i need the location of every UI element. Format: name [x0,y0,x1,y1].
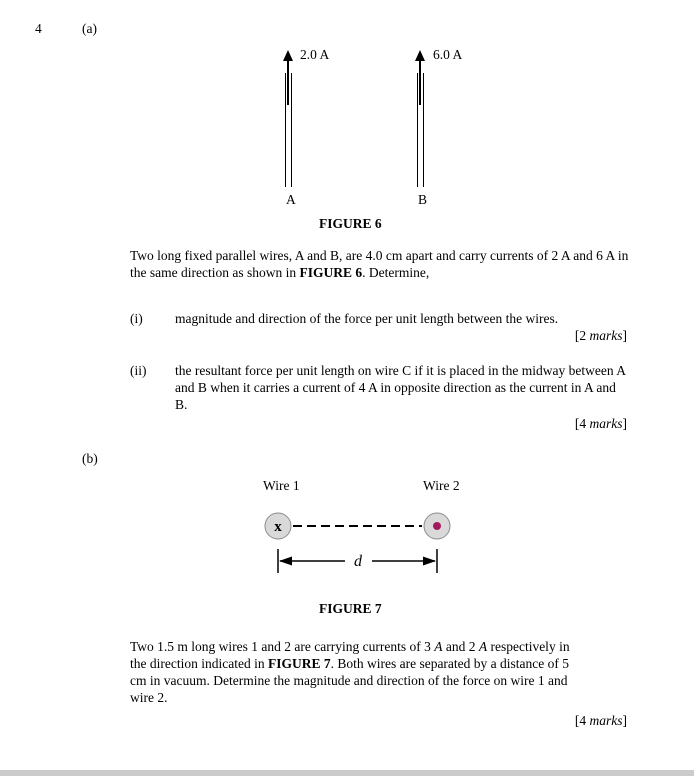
dimension-arrow-left-icon [279,557,292,566]
current-into-page-symbol: x [274,519,282,535]
dimension-arrow-right-icon [423,557,436,566]
page-bottom-edge [0,770,694,776]
wire1-label: Wire 1 [263,478,300,493]
wire-a-letter: A [286,192,296,207]
distance-label: d [354,553,362,570]
item-ii-label: (ii) [130,363,147,378]
arrow-up-icon [283,50,293,61]
current-b-value: 6.0 A [433,47,463,62]
wire-a [285,73,292,187]
wire2-label: Wire 2 [423,478,460,493]
part-a-label: (a) [82,21,97,36]
part-b-label: (b) [82,451,98,466]
item-i-text: magnitude and direction of the force per unit length between the wires. [175,311,559,326]
item-ii-marks: [4 marks] [574,416,627,431]
part-b-intro: Two 1.5 m long wires 1 and 2 are carrying currents of 3 A and 2 A respectively in the direction indicated in FIGURE 7. Both wires are separated by a distance of 5 cm in vacuum. Determine the magnitude and direction of the force on wire 1 and wire 2. [130,639,570,705]
current-a-value: 2.0 A [300,47,330,62]
wire-b [417,73,424,187]
page-number: 4 [35,21,42,36]
item-i-marks: [2 marks] [574,328,627,343]
current-out-of-page-dot [433,522,441,530]
part-b-marks: [4 marks] [574,713,627,728]
part-a-intro: Two long fixed parallel wires, A and B, are 4.0 cm apart and carry currents of 2 A and 6 A in the same direction as shown in FIGURE 6. Determine, [130,248,629,280]
wire-b-letter: B [418,192,428,207]
figure7-caption: FIGURE 7 [319,601,382,616]
item-i-label: (i) [130,311,143,326]
item-ii-text: the resultant force per unit length on wire C if it is placed in the midway between A and B when it carries a current of 4 A in opposite direction as the current in A and B. [175,363,626,412]
figure6-caption: FIGURE 6 [319,216,382,231]
arrow-up-icon [415,50,425,61]
figure7-diagram [250,505,470,590]
